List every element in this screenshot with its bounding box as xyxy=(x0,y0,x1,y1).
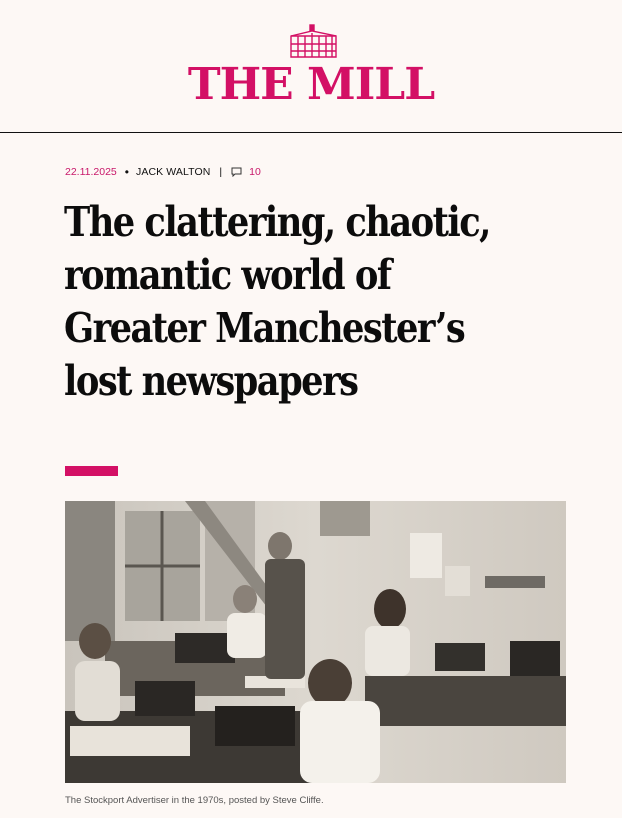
article-date: 22.11.2025 xyxy=(65,166,117,178)
accent-bar xyxy=(65,466,118,476)
mill-building-icon[interactable] xyxy=(288,24,339,58)
meta-separator-dot: • xyxy=(124,165,129,179)
comments-link[interactable] xyxy=(231,164,261,180)
meta-separator-pipe: | xyxy=(219,166,223,178)
masthead xyxy=(0,0,622,132)
site-logo[interactable]: THE MILL xyxy=(187,59,435,110)
article-photo[interactable] xyxy=(65,501,566,783)
masthead-divider xyxy=(0,132,622,133)
comment-icon xyxy=(231,167,242,177)
article-meta xyxy=(65,164,261,180)
article-author[interactable]: JACK WALTON xyxy=(135,166,211,178)
article-headline: The clattering, chaotic, romantic world of Greater Manchester’s lost newspapers xyxy=(64,198,490,405)
comment-count: 10 xyxy=(249,166,261,178)
image-caption: The Stockport Advertiser in the 1970s, posted by Steve Cliffe. xyxy=(65,795,324,806)
